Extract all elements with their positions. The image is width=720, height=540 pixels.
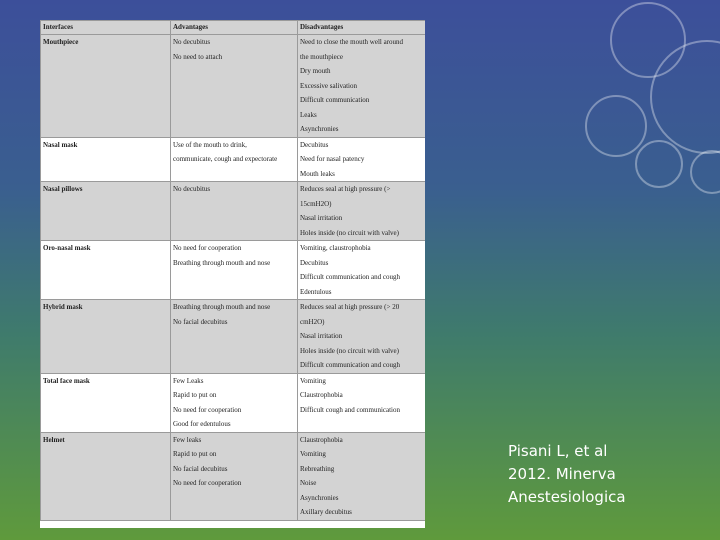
table-row	[41, 373, 426, 432]
disadvantage-item: Reduces seal at high pressure (> 20	[300, 303, 400, 311]
disadvantage-item: Need to close the mouth well around	[300, 38, 404, 46]
column-header: Interfaces	[41, 21, 171, 35]
interface-cell: Nasal pillows	[41, 182, 171, 241]
disadvantage-item: Vomiting	[300, 376, 326, 385]
disadvantage-item: Noise	[300, 479, 317, 487]
advantages-cell	[171, 182, 298, 241]
advantage-item: Breathing through mouth and nose	[173, 303, 271, 311]
disadvantage-item: Need for nasal patency	[300, 155, 365, 163]
decorative-circle	[585, 95, 647, 157]
disadvantage-item: Difficult cough and communication	[300, 405, 400, 414]
advantage-item: No facial decubitus	[173, 464, 228, 473]
citation-line: Pisani L, et al	[508, 442, 608, 460]
disadvantage-item: cmH2O)	[300, 317, 325, 326]
table-row	[41, 35, 426, 138]
disadvantages-cell	[298, 137, 426, 182]
advantage-item: No need for cooperation	[173, 244, 242, 252]
table-row	[41, 432, 426, 520]
column-header: Disadvantages	[298, 21, 426, 35]
disadvantage-item: Holes inside (no circuit with valve)	[300, 346, 399, 355]
interfaces-table-panel	[40, 20, 425, 528]
table-row	[41, 300, 426, 374]
advantage-item: Good for edentulous	[173, 420, 231, 428]
disadvantages-cell	[298, 300, 426, 374]
decorative-circle	[690, 150, 720, 194]
interface-cell: Oro-nasal mask	[41, 241, 171, 300]
advantage-item: No decubitus	[173, 38, 211, 46]
advantages-cell	[171, 373, 298, 432]
disadvantage-item: Vomiting	[300, 450, 326, 458]
advantages-cell	[171, 35, 298, 138]
disadvantages-cell	[298, 373, 426, 432]
disadvantages-cell	[298, 241, 426, 300]
disadvantage-item: Claustrophobia	[300, 391, 343, 399]
disadvantage-item: Claustrophobia	[300, 435, 343, 444]
disadvantage-item: Difficult communication	[300, 96, 370, 104]
table-header-row	[41, 21, 426, 35]
advantage-item: Few Leaks	[173, 376, 204, 385]
disadvantage-item: Leaks	[300, 110, 317, 119]
advantage-item: Rapid to put on	[173, 450, 217, 458]
interface-cell: Nasal mask	[41, 137, 171, 182]
citation-line: Anestesiologica	[508, 488, 626, 506]
advantages-cell	[171, 241, 298, 300]
disadvantage-item: Difficult communication and cough	[300, 361, 400, 369]
interface-cell: Total face mask	[41, 373, 171, 432]
advantage-item: No need for cooperation	[173, 405, 242, 414]
disadvantage-item: Axillary decubitus	[300, 508, 352, 516]
advantages-cell	[171, 300, 298, 374]
disadvantage-item: Mouth leaks	[300, 169, 335, 178]
disadvantage-item: the mouthpiece	[300, 52, 343, 61]
advantages-cell	[171, 137, 298, 182]
disadvantage-item: Decubitus	[300, 258, 329, 267]
disadvantages-cell	[298, 35, 426, 138]
disadvantage-item: Nasal irritation	[300, 214, 343, 222]
disadvantage-item: Vomiting, claustrophobia	[300, 244, 371, 252]
advantage-item: No need for cooperation	[173, 479, 242, 487]
advantage-item: communicate, cough and expectorate	[173, 155, 278, 163]
advantage-item: Rapid to put on	[173, 391, 217, 399]
disadvantage-item: Excessive salivation	[300, 81, 357, 90]
advantage-item: No need to attach	[173, 52, 223, 61]
disadvantage-item: Difficult communication and cough	[300, 273, 400, 281]
advantage-item: Few leaks	[173, 435, 202, 444]
advantage-item: Breathing through mouth and nose	[173, 258, 271, 267]
disadvantage-item: Nasal irritation	[300, 332, 343, 340]
disadvantages-cell	[298, 182, 426, 241]
disadvantage-item: Rebreathing	[300, 464, 335, 473]
table-row	[41, 182, 426, 241]
advantage-item: Use of the mouth to drink,	[173, 140, 247, 149]
table-row	[41, 241, 426, 300]
decorative-circle	[635, 140, 683, 188]
advantage-item: No decubitus	[173, 185, 211, 193]
disadvantage-item: Dry mouth	[300, 67, 331, 75]
table-row	[41, 137, 426, 182]
disadvantage-item: Asynchronies	[300, 493, 339, 502]
interface-cell: Hybrid mask	[41, 300, 171, 374]
table-body	[41, 35, 426, 521]
advantages-cell	[171, 432, 298, 520]
disadvantage-item: Holes inside (no circuit with valve)	[300, 228, 399, 237]
column-header: Advantages	[171, 21, 298, 35]
interface-cell: Mouthpiece	[41, 35, 171, 138]
disadvantage-item: Edentulous	[300, 287, 332, 296]
disadvantage-item: Decubitus	[300, 140, 329, 149]
disadvantage-item: Asynchronies	[300, 125, 339, 133]
disadvantages-cell	[298, 432, 426, 520]
citation	[508, 440, 708, 509]
interface-cell: Helmet	[41, 432, 171, 520]
disadvantage-item: Reduces seal at high pressure (>	[300, 185, 391, 193]
disadvantage-item: 15cmH2O)	[300, 199, 332, 208]
advantage-item: No facial decubitus	[173, 317, 228, 326]
interfaces-table	[40, 20, 425, 521]
citation-line: 2012. Minerva	[508, 465, 616, 483]
